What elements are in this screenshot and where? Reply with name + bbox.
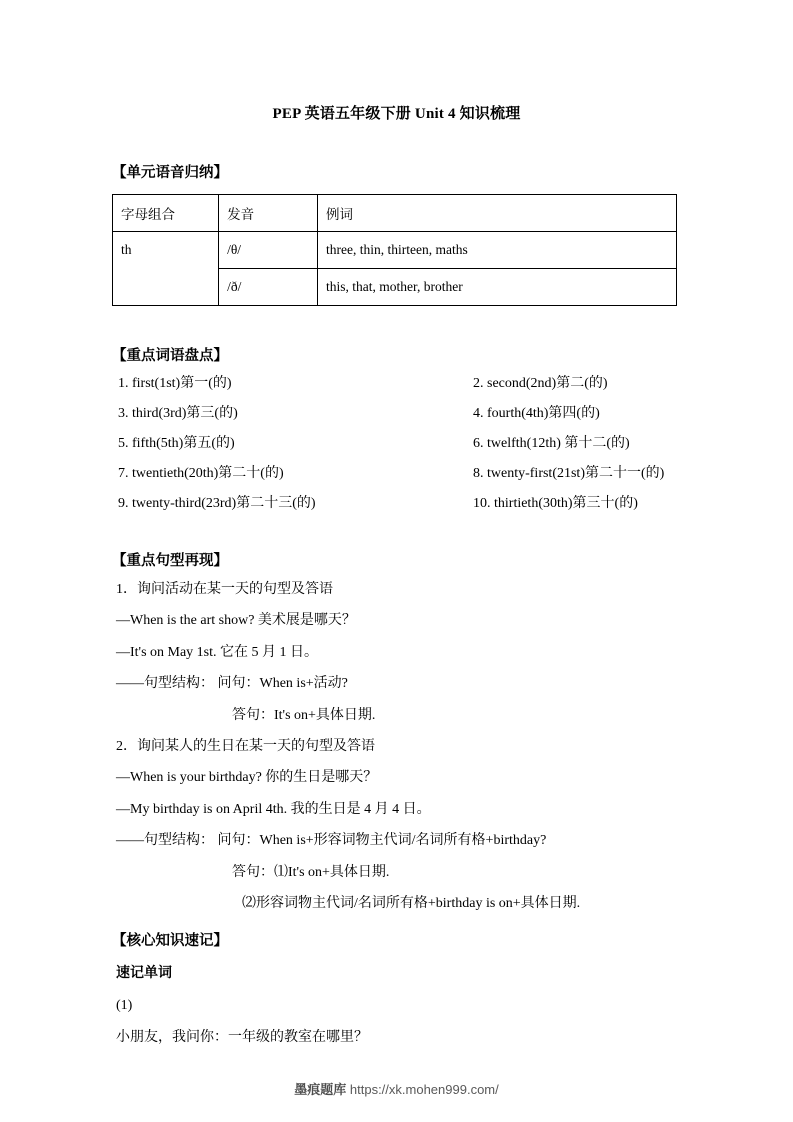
cell-sound-eth: /ð/ bbox=[219, 269, 318, 306]
sentence-line: 1．询问活动在某一天的句型及答语 bbox=[116, 582, 333, 597]
word-item: 7. twentieth(20th)第二十(的) bbox=[118, 466, 284, 481]
word-item: 5. fifth(5th)第五(的) bbox=[118, 436, 235, 451]
list-item bbox=[112, 497, 681, 511]
word-item: 8. twenty-first(21st)第二十一(的) bbox=[473, 466, 665, 481]
sentence-line: —When is the art show? 美术展是哪天？ bbox=[116, 613, 356, 629]
word-item: 9. twenty-third(23rd)第二十三(的) bbox=[118, 496, 316, 511]
sentence-line: ⑵形容词物主代词/名词所有格+birthday is on+具体日期. bbox=[242, 895, 581, 911]
list-item bbox=[112, 467, 681, 481]
sentence-line: ——句型结构： 问句：When is+活动? bbox=[116, 676, 348, 692]
table-row bbox=[113, 232, 677, 269]
footer-url: https://xk.mohen999.com/ bbox=[349, 1082, 499, 1097]
table-row bbox=[113, 269, 677, 306]
sentence-line: 答句：⑴It's on+具体日期. bbox=[232, 864, 390, 880]
sentence-line: ——句型结构： 问句：When is+形容词物主代词/名词所有格+birthday? bbox=[116, 833, 547, 849]
sentence-line: —My birthday is on April 4th. 我的生日是 4 月 4 日。 bbox=[116, 801, 431, 817]
page-footer bbox=[0, 1079, 793, 1098]
table-header-examples: 例词 bbox=[318, 195, 677, 232]
list-item bbox=[112, 377, 681, 391]
word-item: 4. fourth(4th)第四(的) bbox=[473, 406, 600, 421]
phonics-table bbox=[112, 194, 677, 306]
table-header-row bbox=[113, 195, 677, 232]
sentence-line: —When is your birthday? 你的生日是哪天？ bbox=[116, 770, 378, 786]
table-header-letters: 字母组合 bbox=[113, 195, 219, 232]
section-heading-phonics: 【单元语音归纳】 bbox=[112, 165, 228, 181]
page-title: PEP 英语五年级下册 Unit 4 知识梳理 bbox=[272, 106, 521, 122]
cell-examples-eth: this, that, mother, brother bbox=[318, 269, 677, 306]
word-item: 1. first(1st)第一(的) bbox=[118, 376, 232, 391]
sub-heading-quick-words: 速记单词 bbox=[116, 966, 172, 982]
cell-letters-empty bbox=[113, 269, 219, 306]
word-item: 10. thirtieth(30th)第三十(的) bbox=[473, 496, 638, 511]
list-item bbox=[112, 437, 681, 451]
section-heading-words: 【重点词语盘点】 bbox=[112, 348, 228, 364]
cell-examples-theta: three, thin, thirteen, maths bbox=[318, 232, 677, 269]
word-item: 3. third(3rd)第三(的) bbox=[118, 406, 238, 421]
sentence-list bbox=[112, 582, 681, 911]
section-heading-sentences: 【重点句型再现】 bbox=[112, 553, 228, 569]
sentence-line: —It's on May 1st. 它在 5 月 1 日。 bbox=[116, 644, 319, 660]
word-item: 6. twelfth(12th) 第十二(的) bbox=[473, 436, 630, 451]
word-list bbox=[112, 377, 681, 511]
core-line: 小朋友，我问你：一年级的教室在哪里？ bbox=[116, 1029, 368, 1045]
sentence-line: 答句：It's on+具体日期. bbox=[232, 707, 376, 723]
cell-letters-th: th bbox=[113, 232, 219, 269]
word-item: 2. second(2nd)第二(的) bbox=[473, 376, 608, 391]
core-line: (1) bbox=[116, 998, 133, 1014]
cell-sound-theta: /θ/ bbox=[219, 232, 318, 269]
list-item bbox=[112, 407, 681, 421]
sentence-line: 2．询问某人的生日在某一天的句型及答语 bbox=[116, 738, 375, 754]
section-heading-core: 【核心知识速记】 bbox=[112, 933, 228, 950]
table-header-sound: 发音 bbox=[219, 195, 318, 232]
footer-brand: 墨痕题库 bbox=[294, 1082, 347, 1097]
